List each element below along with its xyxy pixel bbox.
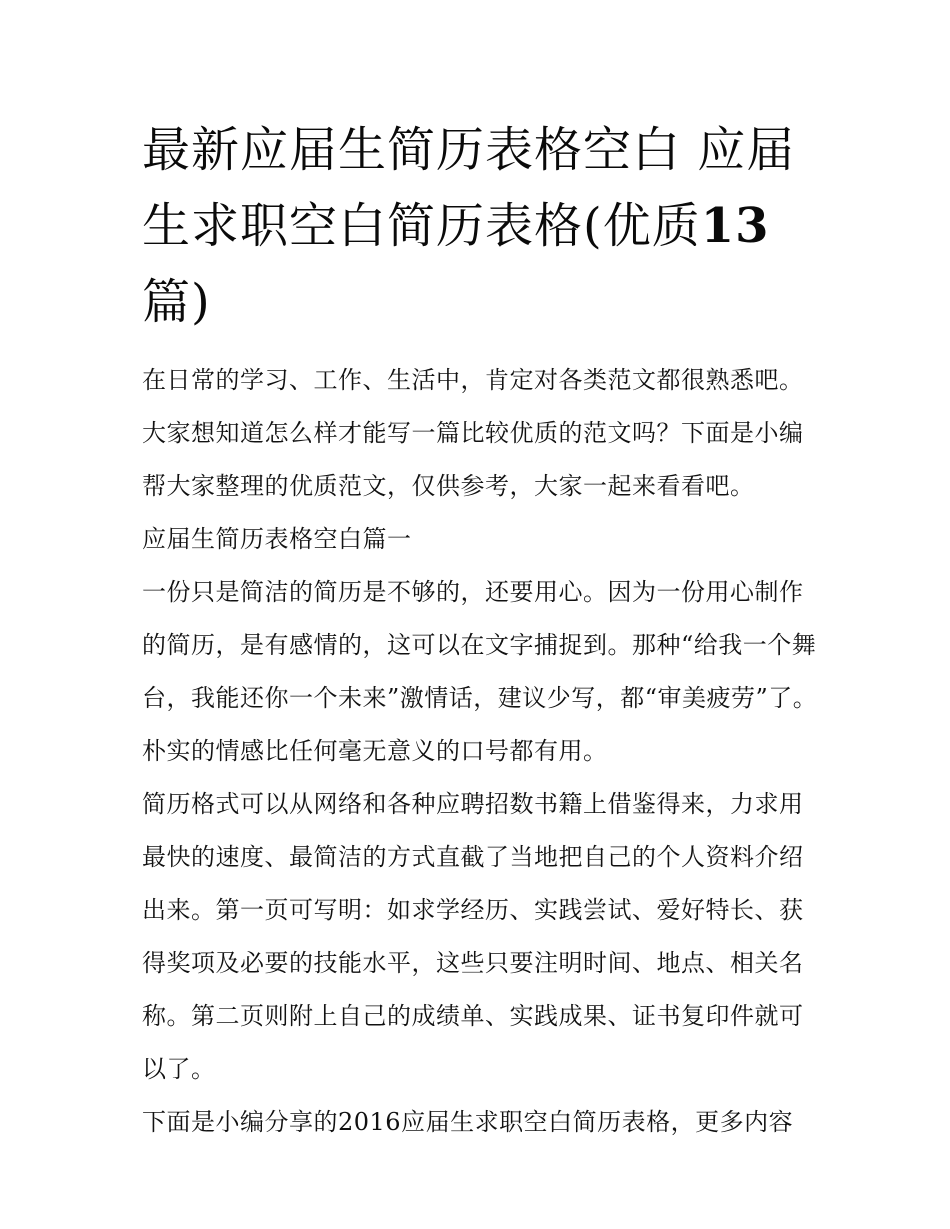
intro-paragraph: 在日常的学习、工作、生活中，肯定对各类范文都很熟悉吧。大家想知道怎么样才能写一篇比较优质的范文吗？下面是小编帮大家整理的优质范文，仅供参考，大家一起来看看吧。 (142, 366, 804, 500)
body-paragraph: 一份只是简洁的简历是不够的，还要用心。因为一份用心制作的简历，是有感情的，这可以在文字捕捉到。那种“给我一个舞台，我能还你一个未来”激情话，建议少写，都“审美疲劳”了。朴实的情感比任何毫无意义的口号都有用。 (142, 578, 818, 765)
document-title: 最新应届生简历表格空白 应届生求职空白简历表格(优质13篇) (142, 122, 796, 330)
title-number: 13 (700, 198, 770, 254)
section-heading: 应届生简历表格空白篇一 (142, 525, 412, 553)
body-paragraph: 简历格式可以从网络和各种应聘招数书籍上借鉴得来，力求用最快的速度、最简洁的方式直截了当地把自己的个人资料介绍出来。第一页可写明：如求学经历、实践尝试、爱好特长、获得奖项及必要的技能水平，这些只要注明时间、地点、相关名称。第二页则附上自己的成绩单、实践成果、证书复印件就可以了。 (142, 790, 804, 1083)
body-paragraph: 下面是小编分享的2016应届生求职空白简历表格，更多内容 (142, 1108, 794, 1136)
document-body (142, 354, 822, 1149)
document-page (142, 112, 822, 1149)
